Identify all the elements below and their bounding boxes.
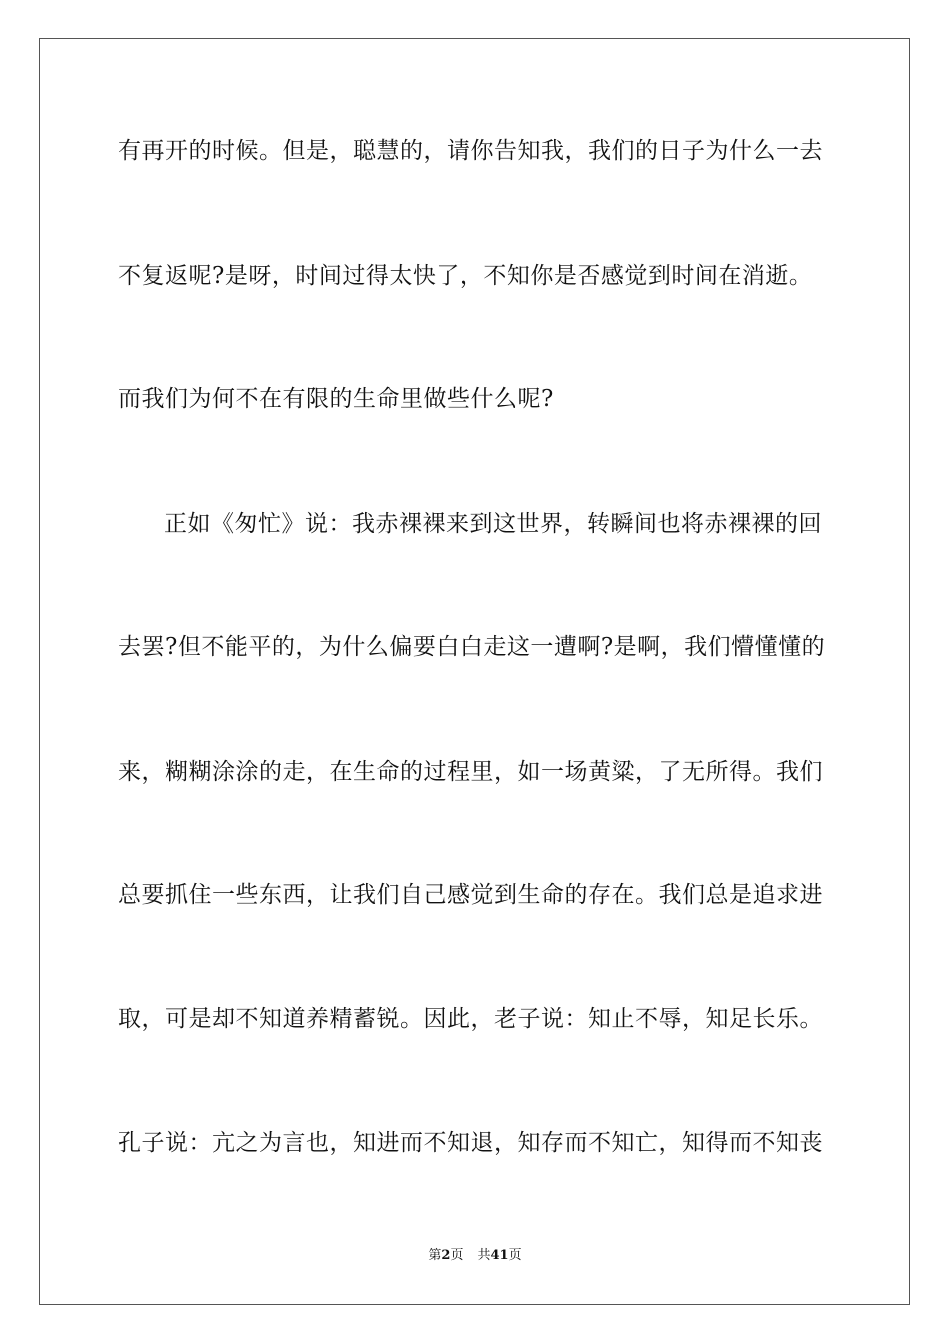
body-line-9: 孔子说：亢之为言也，知进而不知退，知存而不知亡，知得而不知丧	[118, 1130, 823, 1156]
footer-total-pages: 41	[490, 1248, 509, 1263]
body-line-5: 去罢?但不能平的，为什么偏要白白走这一遭啊?是啊，我们懵懂懂的	[118, 634, 826, 660]
footer-page-number: 2	[441, 1248, 451, 1263]
footer-total-prefix: 共	[477, 1248, 491, 1263]
body-line-2: 不复返呢?是呀，时间过得太快了，不知你是否感觉到时间在消逝。	[118, 263, 813, 289]
body-line-6: 来，糊糊涂涂的走，在生命的过程里，如一场黄粱，了无所得。我们	[118, 759, 823, 785]
body-line-3: 而我们为何不在有限的生命里做些什么呢?	[118, 386, 554, 412]
page-footer	[0, 1247, 950, 1265]
body-line-7: 总要抓住一些东西，让我们自己感觉到生命的存在。我们总是追求进	[118, 882, 823, 908]
page-border	[39, 38, 910, 1305]
body-line-1: 有再开的时候。但是，聪慧的，请你告知我，我们的日子为什么一去	[118, 138, 823, 164]
body-line-8: 取，可是却不知道养精蓄锐。因此，老子说：知止不辱，知足长乐。	[118, 1006, 823, 1032]
footer-page-prefix: 第	[428, 1248, 442, 1263]
footer-page-suffix: 页	[450, 1248, 464, 1263]
footer-total-suffix: 页	[508, 1248, 522, 1263]
body-line-4: 正如《匆忙》说：我赤裸裸来到这世界，转瞬间也将赤裸裸的回	[164, 511, 822, 537]
